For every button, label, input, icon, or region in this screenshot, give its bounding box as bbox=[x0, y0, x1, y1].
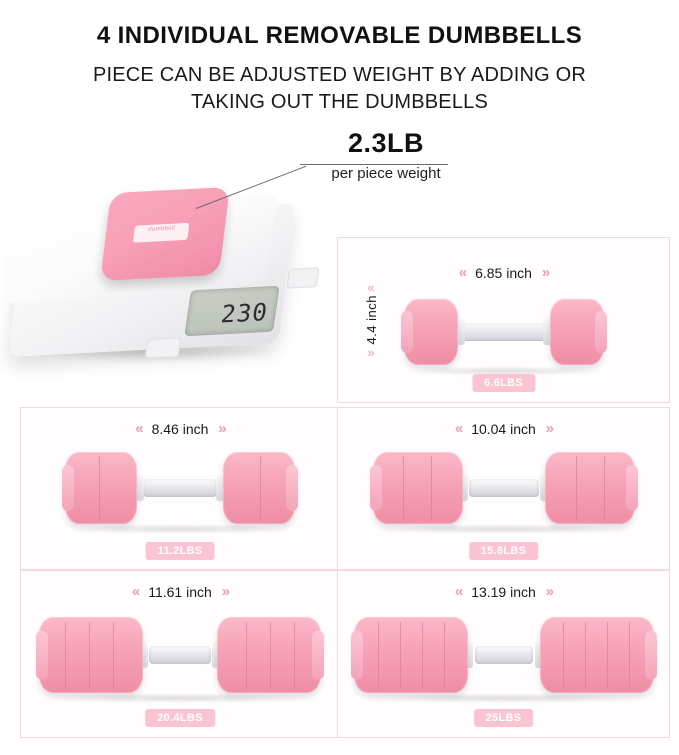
dumbbell-illustration bbox=[354, 615, 654, 695]
spec-panel-15-8lbs bbox=[337, 407, 670, 570]
dumbbell-bar bbox=[143, 479, 217, 497]
dumbbell-head-right bbox=[550, 299, 604, 365]
dumbbell-shadow bbox=[70, 524, 290, 534]
dumbbell-end-cap bbox=[286, 465, 298, 511]
plate-seam bbox=[65, 622, 66, 689]
dumbbell-end-cap bbox=[626, 465, 638, 511]
length-value: 6.85 inch bbox=[475, 264, 532, 281]
spec-panel-25lbs bbox=[337, 570, 670, 738]
scale-lcd-display bbox=[184, 286, 279, 337]
callout-caption: per piece weight bbox=[331, 165, 441, 182]
chevron-left-icon: « bbox=[458, 264, 466, 281]
dumbbell-bar bbox=[461, 323, 547, 341]
dumbbell-end-cap bbox=[312, 631, 324, 680]
dumbbell-end-cap bbox=[62, 465, 74, 511]
plate-seam bbox=[403, 456, 404, 519]
height-value: 4.4 inch bbox=[363, 295, 379, 345]
length-dimension bbox=[21, 583, 339, 600]
dumbbell-head-left bbox=[39, 617, 143, 693]
dumbbell-shadow bbox=[44, 693, 316, 703]
dumbbell-head-right bbox=[217, 617, 321, 693]
plate-seam bbox=[607, 622, 608, 689]
length-value: 10.04 inch bbox=[471, 420, 536, 437]
dumbbell-head-left bbox=[404, 299, 458, 365]
plate-seam bbox=[400, 622, 401, 689]
scale-button-unit[interactable] bbox=[286, 267, 319, 289]
chevron-left-icon: « bbox=[135, 420, 142, 437]
scale-reading: 230 bbox=[219, 298, 270, 329]
chevron-right-icon: » bbox=[545, 420, 553, 437]
dumbbell-head-left bbox=[373, 452, 463, 524]
plate-seam bbox=[378, 622, 379, 689]
dumbbell-shadow bbox=[378, 524, 630, 534]
spec-panel-20-4lbs bbox=[20, 570, 340, 738]
dumbbell-illustration bbox=[39, 615, 321, 695]
dumbbell-head-left bbox=[65, 452, 137, 524]
dumbbell-illustration bbox=[65, 450, 295, 526]
page-subtitle: PIECE CAN BE ADJUSTED WEIGHT BY ADDING OR TAKING OUT THE DUMBBELLS bbox=[92, 63, 587, 113]
plate-seam bbox=[260, 456, 261, 519]
plate-seam bbox=[246, 622, 247, 689]
plate-seam bbox=[422, 622, 423, 689]
chevron-down-icon: » bbox=[367, 344, 375, 360]
plate-logo-label: dumbbell bbox=[133, 223, 190, 243]
dumbbell-end-cap bbox=[401, 311, 413, 353]
dumbbell-head-right bbox=[545, 452, 635, 524]
dumbbell-head-left bbox=[354, 617, 468, 693]
plate-seam bbox=[563, 622, 564, 689]
dumbbell-end-cap bbox=[351, 631, 363, 680]
length-value: 13.19 inch bbox=[471, 583, 536, 600]
length-value: 8.46 inch bbox=[151, 420, 209, 437]
dumbbell-end-cap bbox=[370, 465, 382, 511]
chevron-left-icon: « bbox=[131, 583, 139, 600]
chevron-right-icon: » bbox=[541, 264, 549, 281]
plate-seam bbox=[444, 622, 445, 689]
plate-seam bbox=[576, 456, 577, 519]
chevron-right-icon: » bbox=[545, 583, 553, 600]
length-dimension bbox=[338, 420, 669, 437]
dumbbell-shadow bbox=[359, 693, 649, 703]
height-dimension bbox=[348, 282, 394, 358]
dumbbell-end-cap bbox=[36, 631, 48, 680]
dumbbell-end-cap bbox=[645, 631, 657, 680]
plate-seam bbox=[629, 622, 630, 689]
dumbbell-end-cap bbox=[595, 311, 607, 353]
chevron-left-icon: « bbox=[454, 583, 462, 600]
plate-seam bbox=[99, 456, 100, 519]
dumbbell-illustration bbox=[373, 450, 635, 526]
spec-panel-6-6lbs bbox=[337, 237, 670, 403]
callout-weight: 2.3LB bbox=[347, 128, 425, 158]
plate-seam bbox=[89, 622, 90, 689]
weight-badge: 25LBS bbox=[474, 709, 534, 727]
dumbbell-illustration bbox=[404, 296, 604, 368]
length-dimension bbox=[338, 264, 669, 281]
length-dimension bbox=[338, 583, 669, 600]
chevron-up-icon: « bbox=[367, 280, 375, 295]
plate-seam bbox=[113, 622, 114, 689]
dumbbell-bar bbox=[469, 479, 539, 497]
page-title: 4 INDIVIDUAL REMOVABLE DUMBBELLS bbox=[96, 22, 583, 49]
plate-seam bbox=[294, 622, 295, 689]
dumbbell-bar bbox=[149, 646, 211, 664]
spec-panel-11-2lbs bbox=[20, 407, 340, 570]
weight-badge: 6.6LBS bbox=[472, 374, 535, 392]
plate-seam bbox=[604, 456, 605, 519]
plate-seam bbox=[270, 622, 271, 689]
plate-seam bbox=[431, 456, 432, 519]
dumbbell-head-right bbox=[223, 452, 295, 524]
per-piece-callout bbox=[300, 128, 472, 210]
weight-badge: 20.4LBS bbox=[145, 709, 215, 727]
weight-badge: 15.8LBS bbox=[469, 542, 539, 560]
length-value: 11.61 inch bbox=[148, 583, 212, 600]
chevron-right-icon: » bbox=[218, 420, 225, 437]
kitchen-scale-photo bbox=[10, 172, 340, 382]
scale-button-tare[interactable] bbox=[144, 337, 181, 359]
dumbbell-head-right bbox=[540, 617, 654, 693]
dumbbell-bar bbox=[475, 646, 533, 664]
chevron-left-icon: « bbox=[454, 420, 462, 437]
chevron-right-icon: » bbox=[221, 583, 229, 600]
length-dimension bbox=[21, 420, 339, 437]
plate-seam bbox=[585, 622, 586, 689]
weight-badge: 11.2LBS bbox=[146, 542, 215, 560]
